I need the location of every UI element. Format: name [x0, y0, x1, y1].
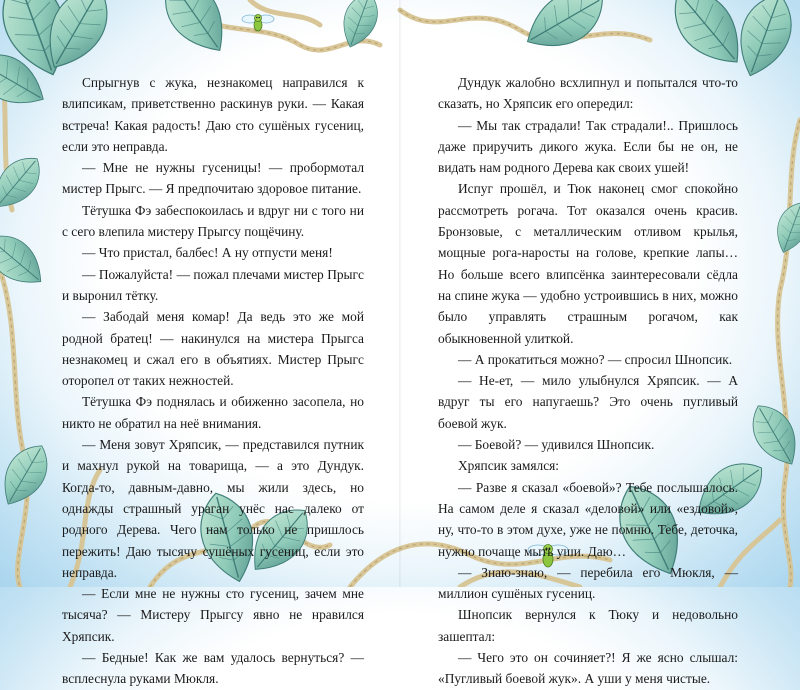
- paragraph: — Что пристал, балбес! А ну отпусти меня!: [82, 245, 333, 261]
- paragraph: — Знаю-знаю, — перебила его Мюкля, — миллион сушёных гусениц.: [438, 564, 738, 602]
- leaf-cluster-left-middle: [0, 148, 53, 296]
- paragraph: — Разве я сказал «боевой»? Тебе послышалось. На самом деле я сказал «деловой» или «ездовой», ну, что-то в этом духе, уже не помню. Тебе, деточка, нужно почаще мыть уши. Даю…: [438, 479, 738, 559]
- paragraph: Хряпсик замялся:: [458, 458, 560, 474]
- paragraph: — Если мне не нужны сто гусениц, зачем мне тысяча? — Мистеру Прыгсу явно не нравился Хряпсик.: [62, 586, 364, 644]
- paragraph: Дундук жалобно всхлипнул и попытался что-то сказать, но Хряпсик его опередил:: [438, 75, 738, 112]
- paragraph: Спрыгнув с жука, незнакомец направился к влипсикам, приветственно раскинув руки. — Какая встреча! Какая радость! Даю сто сушёных гусениц, если это неправда.: [62, 75, 364, 154]
- book-gutter: [399, 0, 402, 587]
- paragraph: Тётушка Фэ забеспокоилась и вдруг ни с того ни с сего влепила мистеру Прыгсу пощёчину.: [62, 202, 364, 240]
- paragraph: — Забодай меня комар! Да ведь это же мой родной братец! — накинулся на мистера Прыгса незнакомец и сжал его в объятиях. Мистер Прыгс оторопел от таких нежностей.: [62, 309, 364, 389]
- paragraph: — Мне не нужны гусеницы! — пробормотал мистер Прыгс. — Я предпочитаю здоровое питание.: [62, 160, 364, 197]
- paragraph: Испуг прошёл, и Тюк наконец смог спокойно рассмотреть рогача. Тот оказался очень красив. Бронзовые, с металлическим отливом крылья, мощные рога-наросты на голове, крепкие лапы… Но больше всего влипсёнка заинтересовали сёдла на спине жука — удобно устроившись в них, можно было управлять страшным рогачом, как обыкновенной улиткой.: [438, 181, 738, 346]
- paragraph: — Меня зовут Хряпсик, — представился путник и махнул рукой на товарища, — а это Дундук. Когда-то, давным-давно, мы жили здесь, но однажды страшный ураган унёс нас далеко от родного Дерева. Чего нам только не пришлось пережить! Даю тысячу сушёных гусениц, если это неправда.: [62, 437, 364, 580]
- left-page-text: [62, 72, 364, 690]
- leaf-cluster-right-middle: [770, 198, 800, 258]
- paragraph: — Пожалуйста! — пожал плечами мистер Прыгс и выронил тётку.: [62, 266, 364, 303]
- paragraph: — Мы так страдали! Так страдали!.. Пришлось даже приручить дикого жука. Если бы не он, не видать нам родного Дерева как своих ушей!: [438, 117, 738, 176]
- paragraph: — Не-ет, — мило улыбнулся Хряпсик. — А вдруг ты его напугаешь? Это очень пугливый боевой жук.: [438, 373, 738, 431]
- right-page-text: [438, 72, 738, 690]
- paragraph: — Боевой? — удивился Шнопсик.: [458, 437, 655, 453]
- paragraph: — А прокатиться можно? — спросил Шнопсик.: [458, 351, 733, 367]
- paragraph: — Бедные! Как же вам удалось вернуться? — всплеснула руками Мюкля.: [62, 650, 364, 687]
- paragraph: Тётушка Фэ поднялась и обиженно засопела, но никто не обратил на неё внимания.: [62, 394, 364, 431]
- paragraph: Шнопсик вернулся к Тюку и недовольно зашептал:: [438, 607, 738, 644]
- paragraph: — Чего это он сочиняет?! Я же ясно слышал: «Пугливый боевой жук». А уши у меня чистые.: [438, 650, 738, 687]
